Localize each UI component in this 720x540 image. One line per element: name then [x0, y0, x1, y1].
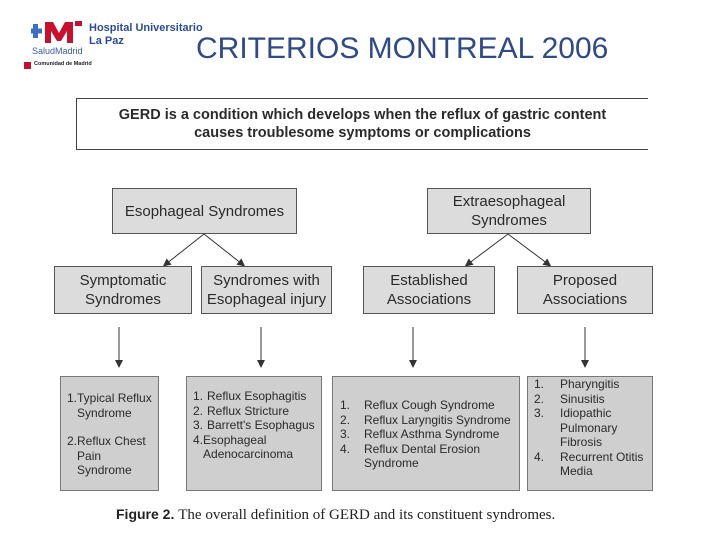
symptomatic-list-box — [60, 376, 159, 491]
list-item: 4. Recurrent Otitis Media — [534, 449, 644, 478]
esophageal-syndromes-box — [112, 188, 297, 234]
list-item: 1. Reflux Cough Syndrome — [340, 398, 495, 412]
page-title: CRITERIOS MONTREAL 2006 — [196, 32, 609, 65]
arrow-esophageal-to-injury — [204, 234, 242, 264]
list-item: 3. Reflux Asthma Syndrome — [340, 427, 500, 441]
figure-caption-text: The overall definition of GERD and its constituent syndromes. — [178, 507, 556, 523]
esophageal-injury-box — [201, 266, 332, 314]
list-item: 1. Typical Reflux Syndrome — [67, 391, 152, 420]
figure-caption — [116, 506, 555, 524]
logo-hospital-name: Hospital Universitario — [89, 22, 203, 34]
symptomatic-syndromes-box — [54, 266, 192, 314]
list-item: 1. Pharyngitis — [534, 377, 620, 391]
list-item: 2. Reflux Laryngitis Syndrome — [340, 412, 511, 427]
arrow-extra-to-established — [468, 234, 508, 264]
proposed-list-box — [527, 376, 653, 491]
list-item: 2. Reflux Stricture — [193, 403, 290, 418]
arrow-esophageal-to-symptomatic — [166, 234, 204, 264]
figure-caption-label: Figure 2. — [116, 506, 175, 522]
list-item: 3. Barrett's Esophagus — [193, 418, 315, 432]
list-item: 4. Reflux Dental Erosion Syndrome — [340, 441, 481, 470]
established-associations-box — [363, 266, 495, 314]
esophageal-injury-label: Syndromes with Esophageal injury — [206, 272, 327, 308]
list-item: 3. Idiopathic Pulmonary Fibrosis — [534, 406, 618, 449]
list-item: 1. Reflux Esophagitis — [193, 389, 307, 403]
gerd-definition-text: GERD is a condition which develops when the reflux of gastric content causes troublesome symptoms or complications — [118, 107, 607, 141]
proposed-associations-box — [517, 266, 653, 314]
established-associations-label: Established Associations — [386, 272, 472, 308]
list-item: 4. Esophageal Adenocarcinoma — [193, 432, 294, 461]
esophageal-syndromes-label: Esophageal Syndromes — [124, 202, 285, 220]
logo-salud-madrid: SaludMadrid — [32, 46, 83, 56]
extraesophageal-syndromes-box — [427, 188, 591, 234]
proposed-associations-label: Proposed Associations — [542, 272, 628, 308]
arrow-extra-to-proposed — [508, 234, 548, 264]
injury-list-box — [186, 376, 322, 491]
established-list-box — [332, 376, 520, 491]
list-item: 2. Reflux Chest Pain Syndrome — [67, 434, 146, 477]
logo-comunidad: Comunidad de Madrid — [34, 61, 92, 67]
list-item: 2. Sinusitis — [534, 391, 605, 406]
extraesophageal-syndromes-label: Extraesophageal Syndromes — [452, 193, 566, 229]
logo-hospital-location: La Paz — [89, 35, 124, 47]
symptomatic-syndromes-label: Symptomatic Syndromes — [79, 272, 167, 308]
